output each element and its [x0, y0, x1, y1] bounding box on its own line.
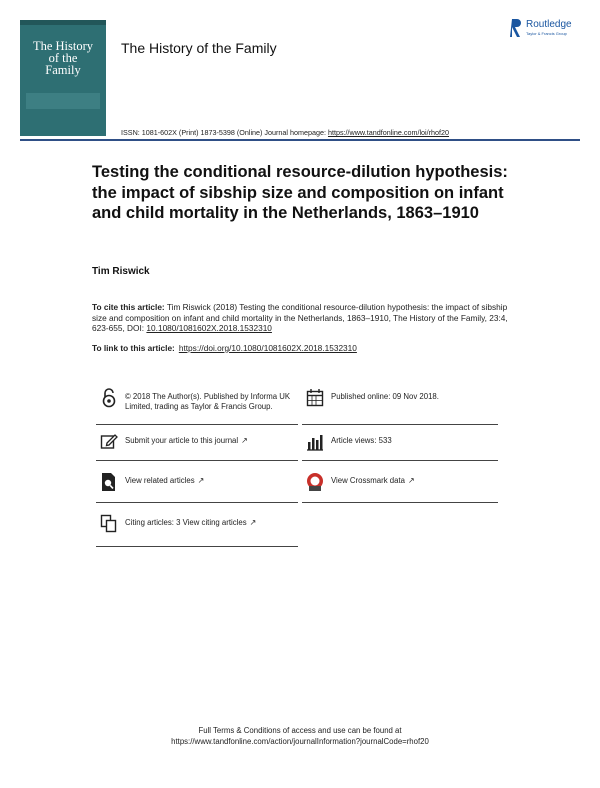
external-link-icon: ↗ [407, 476, 415, 485]
citing-articles-link[interactable]: Citing articles: 3 View citing articles [125, 518, 247, 527]
article-author: Tim Riswick [92, 266, 150, 277]
crossmark-link[interactable]: View Crossmark data [331, 476, 405, 485]
journal-title: The History of the Family [121, 40, 277, 56]
cover-title [20, 40, 106, 76]
document-search-icon [100, 472, 118, 492]
article-link-line [92, 343, 357, 353]
publisher-tagline: Taylor & Francis Group [526, 31, 567, 36]
citing-articles-cell[interactable] [96, 510, 298, 540]
edit-pencil-icon [100, 432, 118, 452]
routledge-r-icon [510, 18, 522, 38]
submit-article-cell[interactable] [96, 428, 298, 456]
copy-documents-icon [100, 514, 118, 534]
citation-text: Tim Riswick (2018) Testing the conditional resource-dilution hypothesis: the impact of sibship size and composition on infant and child mortality in the Netherlands, 1863–1910, The History of the Family, 23:4, 623-655, DOI: [92, 302, 508, 334]
link-label: To link to this article: [92, 343, 175, 353]
cover-top-strip [20, 20, 106, 25]
calendar-icon [306, 388, 324, 408]
article-views: Article views: 533 [331, 436, 392, 445]
bar-chart-icon [306, 432, 324, 452]
published-date: Published online: 09 Nov 2018. [331, 392, 439, 401]
citation-block [92, 302, 522, 334]
terms-footer [0, 726, 600, 747]
external-link-icon: ↗ [241, 436, 248, 445]
terms-url[interactable]: https://www.tandfonline.com/action/journalInformation?journalCode=rhof20 [171, 736, 429, 746]
crossmark-cell[interactable] [302, 468, 504, 498]
citation-label: To cite this article: [92, 302, 165, 312]
terms-line: Full Terms & Conditions of access and use can be found at [198, 726, 402, 735]
citation-doi-link[interactable]: 10.1080/1081602X.2018.1532310 [146, 323, 272, 334]
article-doi-link[interactable]: https://doi.org/10.1080/1081602X.2018.1532310 [178, 343, 357, 353]
submit-article-link[interactable]: Submit your article to this journal [125, 436, 239, 445]
published-cell [302, 384, 504, 422]
open-access-lock-icon [100, 388, 118, 408]
journal-cover-image [20, 20, 106, 136]
divider [96, 546, 298, 547]
issn-text: ISSN: 1081-602X (Print) 1873-5398 (Online) Journal homepage: [121, 128, 328, 137]
article-title: Testing the conditional resource-dilution hypothesis: the impact of sibship size and composition on infant and child mortality in the Netherlands, 1863–1910 [92, 163, 508, 222]
cover-band [26, 93, 100, 109]
divider [302, 502, 498, 503]
publisher-logo [510, 18, 588, 40]
license-cell [96, 384, 298, 422]
cover-title-line: Family [45, 63, 81, 77]
divider [96, 460, 298, 461]
publisher-name: Routledge [526, 19, 572, 30]
external-link-icon: ↗ [249, 518, 257, 527]
journal-homepage-link[interactable]: https://www.tandfonline.com/loi/rhof20 [327, 128, 450, 137]
external-link-icon: ↗ [197, 476, 205, 485]
issn-line [121, 128, 449, 137]
cover-title-line: The History [32, 39, 94, 53]
article-views-cell [302, 428, 504, 456]
cover-title-line: of the [48, 51, 78, 65]
divider [96, 424, 298, 425]
divider [96, 502, 298, 503]
crossmark-icon [306, 472, 324, 492]
header-rule [20, 139, 580, 141]
divider [302, 424, 498, 425]
divider [302, 460, 498, 461]
related-articles-link[interactable]: View related articles [125, 476, 195, 485]
related-articles-cell[interactable] [96, 468, 298, 498]
license-text: © 2018 The Author(s). Published by Informa UK Limited, trading as Taylor & Francis Group. [125, 392, 291, 411]
